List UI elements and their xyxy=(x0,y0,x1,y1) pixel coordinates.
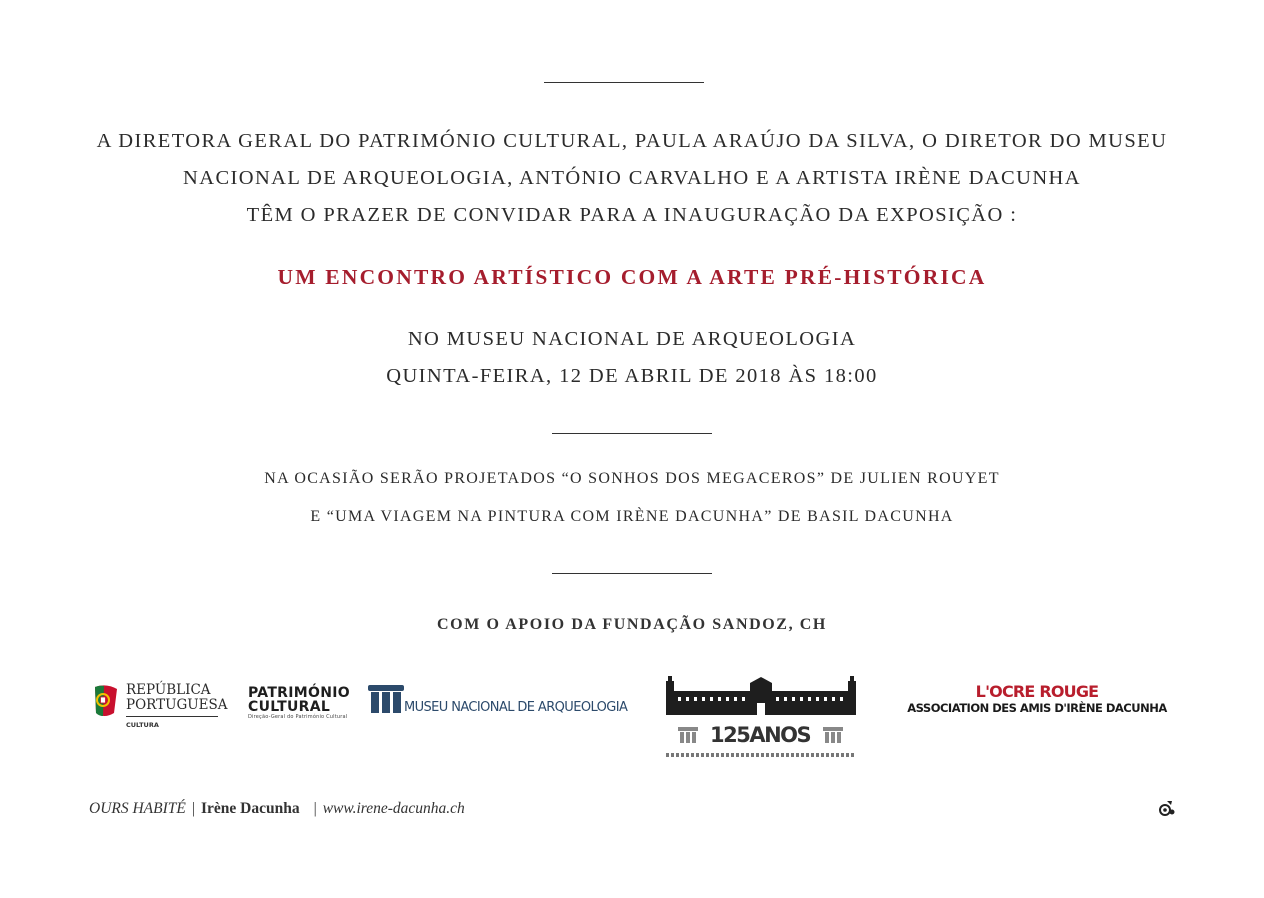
museu-logo xyxy=(368,685,638,717)
footer-separator-1: | xyxy=(191,800,195,817)
dolmen-right-icon xyxy=(823,727,843,743)
support-line: COM O APOIO DA FUNDAÇÃO SANDOZ, CH xyxy=(437,616,827,633)
footer xyxy=(89,800,465,818)
patrimonio-line-1: PATRIMÓNIO xyxy=(248,685,350,701)
dolmen-icon xyxy=(368,685,404,713)
exhibition-title: UM ENCONTRO ARTÍSTICO COM A ARTE PRÉ-HISTÓRICA xyxy=(277,265,987,289)
venue: NO MUSEU NACIONAL DE ARQUEOLOGIA xyxy=(407,328,857,350)
patrimonio-line-2: CULTURAL xyxy=(248,699,331,715)
screening-line-1: NA OCASIÃO SERÃO PROJETADOS “O SONHOS DOS MEGACEROS” DE JULIEN ROUYET xyxy=(264,470,1000,487)
intro-line-1: A DIRETORA GERAL DO PATRIMÓNIO CULTURAL, PAULA ARAÚJO DA SILVA, O DIRETOR DO MUSEU xyxy=(96,130,1168,152)
portuguese-flag-icon xyxy=(92,683,120,719)
republica-text xyxy=(126,683,227,713)
palace-facade-icon xyxy=(666,675,856,715)
top-divider xyxy=(544,82,704,83)
footer-ours: OURS HABITÉ xyxy=(89,800,186,817)
footer-separator-2: | xyxy=(313,800,317,817)
footer-mark-icon xyxy=(1158,799,1176,817)
screening-line-2: E “UMA VIAGEM NA PINTURA COM IRÈNE DACUNHA” DE BASIL DACUNHA xyxy=(310,508,954,525)
intro-line-3: TÊM O PRAZER DE CONVIDAR PARA A INAUGURAÇÃO DA EXPOSIÇÃO : xyxy=(246,204,1018,226)
anniversary-band xyxy=(666,753,856,757)
patrimonio-sub: Direção-Geral do Património Cultural xyxy=(248,714,348,720)
footer-website[interactable]: www.irene-dacunha.ch xyxy=(322,800,465,817)
dolmen-left-icon xyxy=(678,727,698,743)
republica-underline xyxy=(126,716,218,717)
lower-divider xyxy=(552,573,712,574)
patrimonio-text xyxy=(248,686,358,714)
intro-line-2: NACIONAL DE ARQUEOLOGIA, ANTÓNIO CARVALHO E A ARTISTA IRÈNE DACUNHA xyxy=(183,167,1081,189)
ocre-rouge-logo xyxy=(896,682,1178,716)
anniversary-logo xyxy=(666,675,856,759)
ocre-sub: ASSOCIATION DES AMIS D'IRÈNE DACUNHA xyxy=(907,701,1167,715)
ocre-title: L'OCRE ROUGE xyxy=(975,682,1099,701)
republica-sub: CULTURA xyxy=(126,721,159,729)
date-time: QUINTA-FEIRA, 12 DE ABRIL DE 2018 ÀS 18:00 xyxy=(386,365,878,387)
patrimonio-cultural-logo xyxy=(248,686,358,722)
middle-divider xyxy=(552,433,712,434)
museu-name: MUSEU NACIONAL DE ARQUEOLOGIA xyxy=(404,700,628,715)
republica-portuguesa-logo xyxy=(92,682,228,733)
anniversary-label: 125ANOS xyxy=(710,723,811,747)
republica-line-1: REPÚBLICA xyxy=(126,682,211,698)
footer-artist: Irène Dacunha xyxy=(200,800,300,817)
republica-line-2: PORTUGUESA xyxy=(126,697,228,713)
